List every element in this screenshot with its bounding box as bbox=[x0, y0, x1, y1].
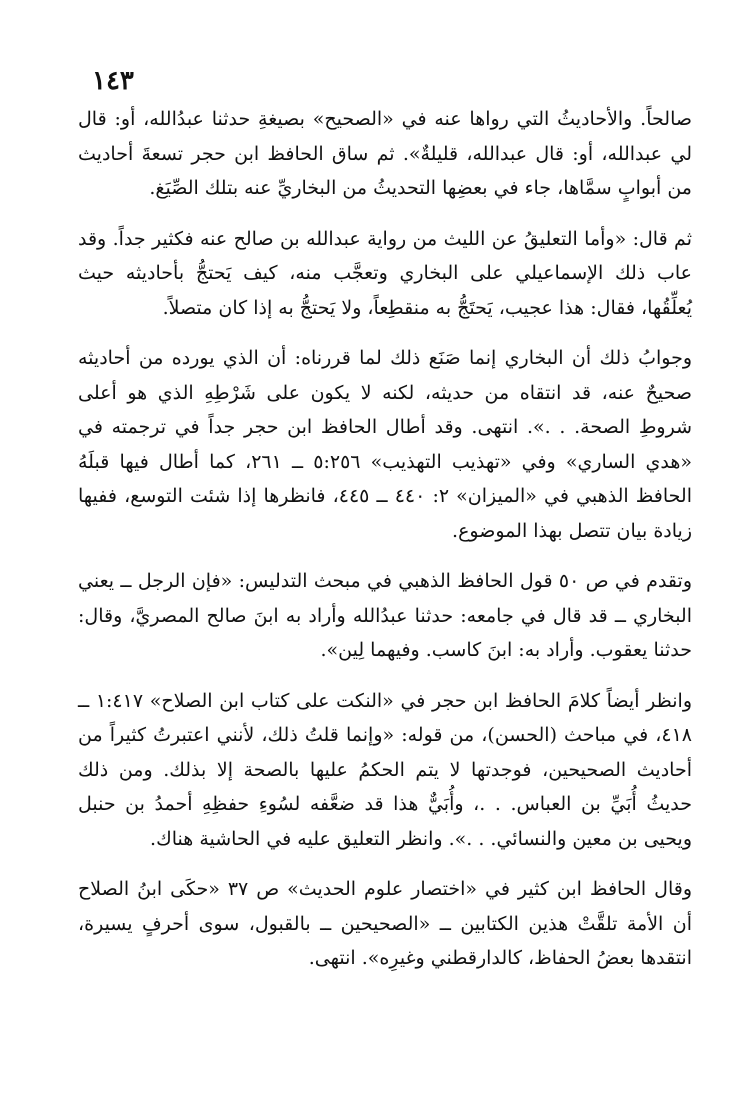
page-number: ١٤٣ bbox=[92, 66, 134, 96]
paragraph-5: وانظر أيضاً كلامَ الحافظ ابن حجر في «النكت على كتاب ابن الصلاح» ١:٤١٧ ــ ٤١٨، في مباحث (الحسن)، من قوله: «وإنما قلتُ ذلك، لأنني اعتبرتُ كثيراً من أحاديث الصحيحين، فوجدتها لا يتم الحكمُ عليها بالصحة إلا بذلك. ومن ذلك حديثُ أُبَيِّ بن العباس. . .، وأُبَيٌّ هذا قد ضعَّفه لسُوءِ حفظِهِ أحمدُ بن حنبل ويحيى بن معين والنسائي. . .». وانظر التعليق عليه في الحاشية هناك. bbox=[78, 689, 692, 850]
paragraph-1: صالحاً. والأحاديثُ التي رواها عنه في «الصحيح» بصيغةِ حدثنا عبدُالله، أو: قال لي عبدالله، أو: قال عبدالله، قليلةٌ». ثم ساق الحافظ ابن حجر تسعةَ أحاديث من أبوابٍ سمَّاها، جاء في بعضِها التحديثُ من البخاريِّ عنه بتلك الصِّيَغ. bbox=[78, 108, 692, 199]
paragraph-2: ثم قال: «وأما التعليقُ عن الليث من رواية عبدالله بن صالح عنه فكثير جداً. وقد عاب ذلك الإسماعيلي على البخاري وتعجَّب منه، كيف يَحتجُّ بأحاديثه حيث يُعلِّقُها، فقال: هذا عجيب، يَحتَجُّ به منقطِعاً، ولا يَحتجُّ به إذا كان متصلاً. bbox=[78, 227, 693, 319]
paragraph-4: وتقدم في ص ٥٠ قول الحافظ الذهبي في مبحث التدليس: «فإن الرجل ــ يعني البخاري ــ قد قال في جامعه: حدثنا عبدُالله وأراد به ابنَ صالح المصريَّ، وقال: حدثنا يعقوب. وأراد به: ابنَ كاسب. وفيهما لِين». bbox=[78, 570, 692, 661]
paragraph-6: وقال الحافظ ابن كثير في «اختصار علوم الحديث» ص ٣٧ «حكَى ابنُ الصلاح أن الأمة تلقَّتْ هذين الكتابين ــ «الصحيحين ــ بالقبول، سوى أحرفٍ يسيرة، انتقدها بعضُ الحفاظ، كالدارقطني وغيرِه». انتهى. bbox=[78, 878, 692, 969]
page-body bbox=[78, 102, 692, 992]
paragraph-3: وجوابُ ذلك أن البخاري إنما صَنَع ذلك لما قررناه: أن الذي يورده من أحاديثه صحيحٌ عنه، قد انتقاه من حديثه، لكنه لا يكون على شَرْطِهِ الذي هو أعلى شروطِ الصحة. . .». انتهى. وقد أطال الحافظ ابن حجر جداً في ترجمته في «هدي الساري» وفي «تهذيب التهذيب» ٥:٢٥٦ ــ ٢٦١، كما أطال فيها قبلَهُ الحافظ الذهبي في «الميزان» ٢: ٤٤٠ ــ ٤٤٥، فانظرها إذا شئت التوسع، ففيها زيادة بيان تتصل بهذا الموضوع. bbox=[78, 347, 692, 542]
